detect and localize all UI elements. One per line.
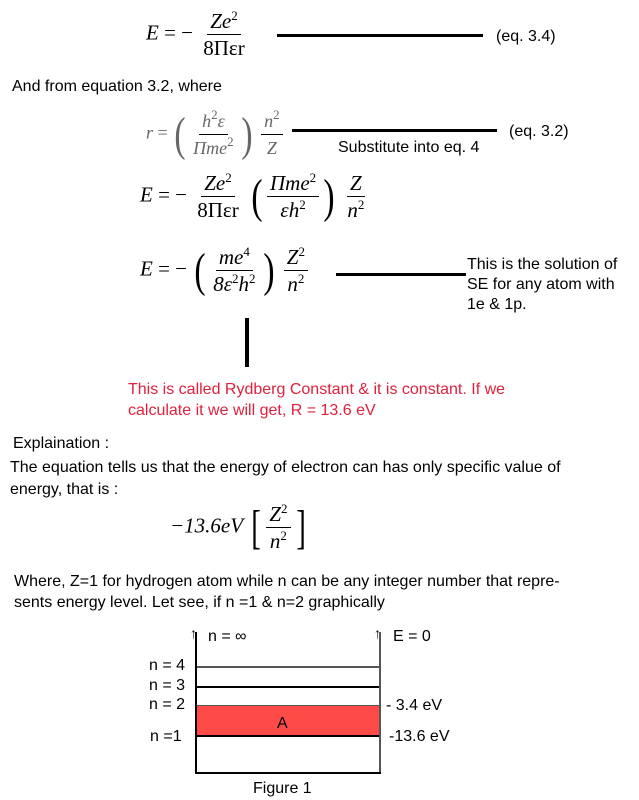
left-paren: ( bbox=[194, 243, 206, 297]
energy-label-n1: -13.6 eV bbox=[389, 728, 450, 745]
denominator: 8Πεr bbox=[197, 198, 239, 222]
eq-sign: − bbox=[175, 182, 188, 207]
numerator: Z bbox=[269, 502, 281, 526]
solution-note-line-2: SE for any atom with bbox=[467, 276, 615, 293]
left-arrow-icon: ↑ bbox=[190, 625, 197, 641]
eq-equals: = bbox=[164, 20, 176, 45]
exponent: 2 bbox=[357, 197, 365, 212]
band-a bbox=[197, 706, 379, 735]
right-paren: ) bbox=[262, 243, 275, 297]
exponent: 2 bbox=[281, 501, 288, 516]
eq-lhs: E bbox=[140, 182, 153, 207]
level-label-n4: n = 4 bbox=[149, 657, 186, 674]
exponent: 2 bbox=[297, 271, 305, 286]
exponent: 2 bbox=[273, 107, 280, 122]
eq-sign: − bbox=[175, 256, 188, 281]
numerator: Z bbox=[350, 171, 362, 195]
eq-equals: = bbox=[157, 122, 168, 143]
solution-note-line-1: This is the solution of bbox=[467, 256, 618, 273]
numerator-tail: ε bbox=[217, 111, 225, 131]
numerator: me bbox=[218, 245, 244, 269]
right-arrow-icon: ↑ bbox=[374, 625, 381, 641]
numerator: Πme bbox=[269, 171, 310, 195]
exponent: 2 bbox=[299, 197, 306, 212]
denominator: Z bbox=[266, 138, 277, 158]
exponent: 2 bbox=[231, 8, 238, 23]
numerator: n bbox=[264, 111, 274, 131]
eq-lhs: E bbox=[140, 256, 153, 281]
numerator: Ze bbox=[204, 171, 226, 195]
rydberg-note-line-1: This is called Rydberg Constant & it is constant. If we bbox=[128, 381, 506, 398]
exponent: 4 bbox=[243, 244, 250, 259]
numerator: Ze bbox=[210, 9, 232, 33]
e-zero-label: E = 0 bbox=[393, 628, 431, 645]
right-axis bbox=[379, 632, 381, 774]
right-paren: ) bbox=[323, 169, 335, 223]
substitute-note: Substitute into eq. 4 bbox=[338, 139, 480, 156]
denominator: εh bbox=[280, 198, 300, 222]
exponent: 2 bbox=[298, 244, 305, 259]
exponent: 2 bbox=[309, 170, 317, 185]
energy-label-n2: - 3.4 eV bbox=[386, 697, 443, 714]
level-n3 bbox=[197, 686, 379, 688]
exponent: 2 bbox=[225, 170, 232, 185]
eq-equals: = bbox=[158, 182, 170, 207]
band-a-label: A bbox=[277, 715, 288, 732]
denominator-b: h bbox=[238, 272, 250, 296]
level-n4 bbox=[197, 666, 379, 668]
right-paren: ) bbox=[241, 107, 253, 161]
intro-text: And from equation 3.2, where bbox=[12, 78, 222, 95]
figure-caption: Figure 1 bbox=[253, 780, 312, 797]
exponent: 2 bbox=[227, 134, 234, 149]
left-paren: ( bbox=[174, 107, 186, 161]
exponent: 2 bbox=[280, 528, 287, 543]
eq-sign: − bbox=[181, 20, 194, 45]
exponent: 2 bbox=[232, 271, 239, 286]
left-paren: ( bbox=[251, 169, 263, 223]
denominator: 8Πεr bbox=[203, 36, 245, 60]
left-axis bbox=[195, 632, 197, 774]
eq-lhs: r bbox=[146, 122, 154, 143]
exponent: 2 bbox=[211, 107, 218, 122]
explanation-heading: Explaination : bbox=[13, 435, 110, 452]
denominator: n bbox=[269, 529, 281, 553]
explanation-line-2: energy, that is : bbox=[10, 481, 119, 498]
denominator: Πme bbox=[193, 138, 228, 158]
exponent: 2 bbox=[249, 271, 256, 286]
rydberg-note-line-2: calculate it we will get, R = 13.6 eV bbox=[128, 402, 376, 419]
level-label-n3: n = 3 bbox=[149, 677, 186, 694]
coefficient: −13.6eV bbox=[170, 513, 244, 538]
left-bracket: [ bbox=[251, 500, 262, 554]
eq-3-2-label: (eq. 3.2) bbox=[509, 123, 569, 140]
numerator: h bbox=[202, 111, 212, 131]
eq-lhs: E bbox=[146, 20, 159, 45]
denominator-a: 8ε bbox=[213, 272, 233, 296]
where-line-2: sents energy level. Let see, if n =1 & n=2 graphically bbox=[14, 594, 385, 611]
level-label-n2: n = 2 bbox=[149, 696, 186, 713]
level-n2 bbox=[197, 705, 379, 706]
denominator: n bbox=[347, 198, 358, 222]
eq-equals: = bbox=[158, 256, 170, 281]
n-infinity-label: n = ∞ bbox=[208, 628, 247, 645]
level-label-n1: n =1 bbox=[150, 728, 182, 745]
numerator: Z bbox=[286, 245, 299, 269]
solution-note-line-3: 1e & 1p. bbox=[467, 296, 527, 313]
bottom-line bbox=[195, 772, 381, 774]
level-n1 bbox=[197, 735, 379, 737]
where-line-1: Where, Z=1 for hydrogen atom while n can be any integer number that repre- bbox=[14, 573, 560, 590]
right-bracket: ] bbox=[295, 500, 306, 554]
explanation-line-1: The equation tells us that the energy of electron can has only specific value of bbox=[10, 459, 561, 476]
eq-3-4-label: (eq. 3.4) bbox=[496, 28, 556, 45]
denominator: n bbox=[287, 272, 298, 296]
